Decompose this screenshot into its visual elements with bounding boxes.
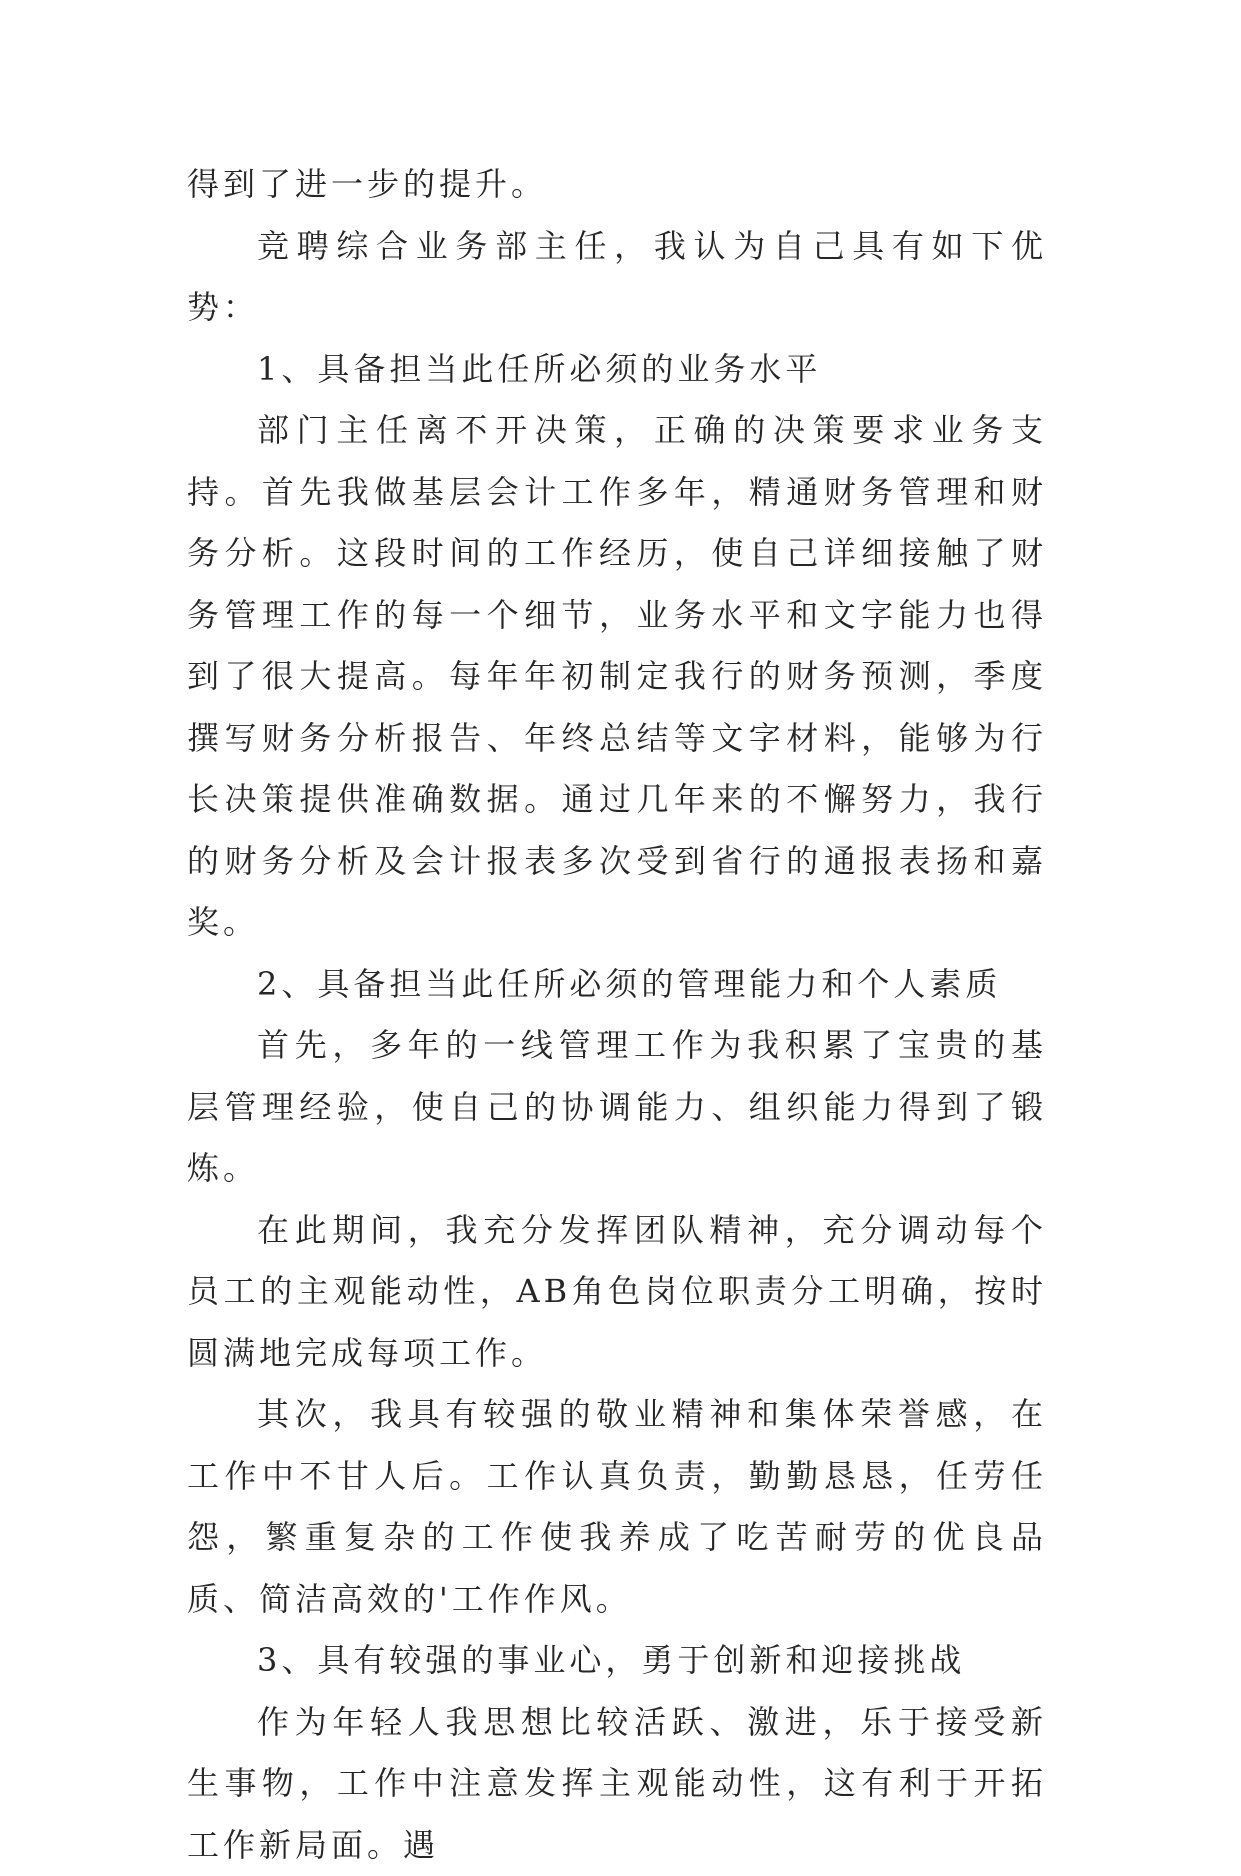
paragraph-dedication: 其次，我具有较强的敬业精神和集体荣誉感，在工作中不甘人后。工作认真负责，勤勤恳恳，任劳任怨，繁重复杂的工作使我养成了吃苦耐劳的优良品质、简洁高效的'工作作风。 bbox=[187, 1384, 1047, 1630]
heading-business-level: 1、具备担当此任所必须的业务水平 bbox=[187, 339, 1047, 401]
paragraph-continuation: 得到了进一步的提升。 bbox=[187, 154, 1047, 216]
paragraph-management-experience: 首先，多年的一线管理工作为我积累了宝贵的基层管理经验，使自己的协调能力、组织能力得到了锻炼。 bbox=[187, 1015, 1047, 1200]
heading-management-ability: 2、具备担当此任所必须的管理能力和个人素质 bbox=[187, 954, 1047, 1016]
paragraph-innovation: 作为年轻人我思想比较活跃、激进，乐于接受新生事物，工作中注意发挥主观能动性，这有利于开拓工作新局面。遇 bbox=[187, 1692, 1047, 1876]
paragraph-intro: 竞聘综合业务部主任，我认为自己具有如下优势： bbox=[187, 216, 1047, 339]
heading-innovation: 3、具有较强的事业心，勇于创新和迎接挑战 bbox=[187, 1630, 1047, 1692]
document-body bbox=[187, 154, 1047, 1876]
paragraph-team-spirit: 在此期间，我充分发挥团队精神，充分调动每个员工的主观能动性，AB角色岗位职责分工明确，按时圆满地完成每项工作。 bbox=[187, 1200, 1047, 1385]
paragraph-business-level: 部门主任离不开决策，正确的决策要求业务支持。首先我做基层会计工作多年，精通财务管理和财务分析。这段时间的工作经历，使自己详细接触了财务管理工作的每一个细节，业务水平和文字能力也得到了很大提高。每年年初制定我行的财务预测，季度撰写财务分析报告、年终总结等文字材料，能够为行长决策提供准确数据。通过几年来的不懈努力，我行的财务分析及会计报表多次受到省行的通报表扬和嘉奖。 bbox=[187, 400, 1047, 954]
